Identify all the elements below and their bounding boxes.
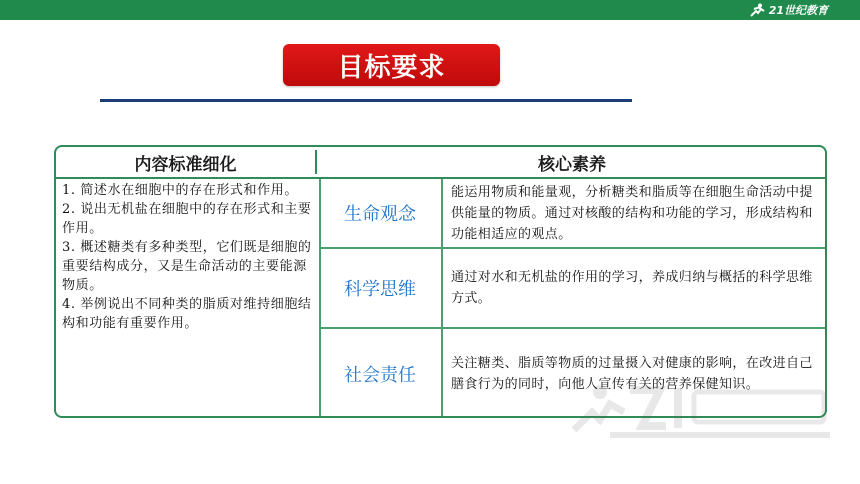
standard-item-4: 4. 举例说出不同种类的脂质对维持细胞结构和功能有重要作用。 xyxy=(62,297,312,331)
page-title: 目标要求 xyxy=(283,44,500,86)
brand-text: 21世纪教育 xyxy=(768,4,828,17)
title-underline xyxy=(100,99,632,102)
competency-label: 生命观念 xyxy=(319,179,443,247)
competency-row-life-concept xyxy=(319,179,827,249)
top-bar xyxy=(0,0,860,20)
right-column-header: 核心素养 xyxy=(538,154,606,175)
competency-row-social-responsibility xyxy=(319,329,827,418)
left-column-header: 内容标准细化 xyxy=(134,154,237,175)
competency-text: 通过对水和无机盐的作用的学习，养成归纳与概括的科学思维方式。 xyxy=(451,270,813,306)
standard-item-1: 1. 简述水在细胞中的存在形式和作用。 xyxy=(62,183,298,198)
runner-icon xyxy=(748,3,766,17)
competency-text: 能运用物质和能量观，分析糖类和脂质等在细胞生命活动中提供能量的物质。通过对核酸的结构和功能的学习，形成结构和功能相适应的观点。 xyxy=(451,184,813,242)
standard-item-2: 2. 说出无机盐在细胞中的存在形式和主要作用。 xyxy=(62,202,312,236)
competency-label: 社会责任 xyxy=(319,329,443,418)
brand-logo xyxy=(748,2,828,18)
core-competencies-grid xyxy=(319,179,827,418)
standard-item-3: 3. 概述糖类有多种类型，它们既是细胞的重要结构成分，又是生命活动的主要能源物质。 xyxy=(62,240,312,293)
objectives-table xyxy=(54,145,827,418)
content-standards-cell xyxy=(56,179,321,418)
competency-label: 科学思维 xyxy=(319,249,443,327)
competency-text: 关注糖类、脂质等物质的过量摄入对健康的影响，在改进自己膳食行为的同时，向他人宣传有关的营养保健知识。 xyxy=(451,355,813,392)
competency-row-scientific-thinking xyxy=(319,249,827,329)
